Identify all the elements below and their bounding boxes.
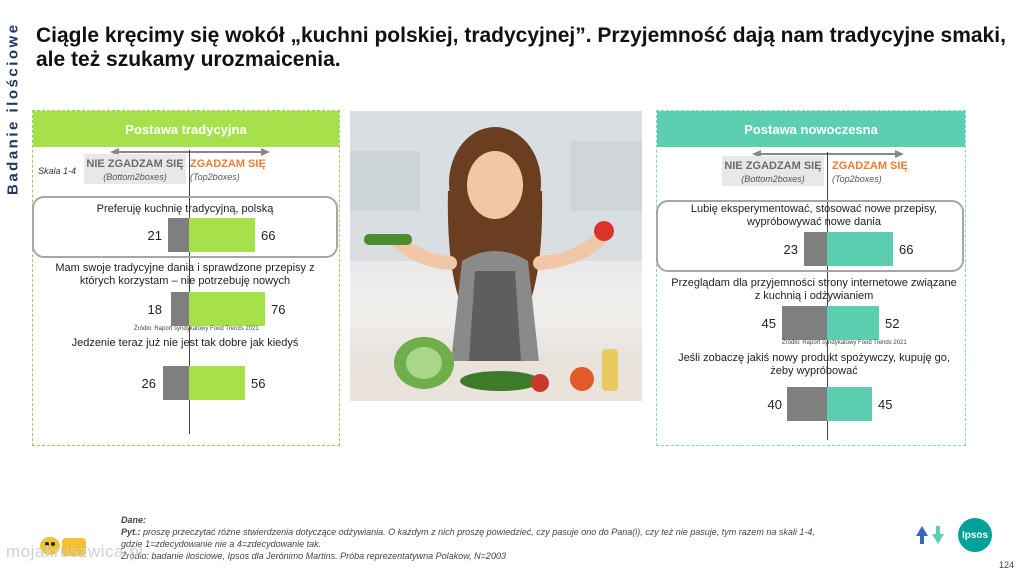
caption-neg xyxy=(84,158,186,184)
bar-neg-right-3 xyxy=(787,387,827,421)
footer-question-label: Pyt.: xyxy=(121,527,141,537)
bar-pos-left-1 xyxy=(189,218,255,252)
scale-note: Skala 1-4 xyxy=(38,166,77,176)
bar-neg-left-1 xyxy=(168,218,189,252)
page-number: 124 xyxy=(998,560,1014,570)
value-neg-right-2: 45 xyxy=(761,316,776,331)
panel-header-traditional: Postawa tradycyjna xyxy=(33,111,339,147)
bar-pos-left-3 xyxy=(189,366,245,400)
caption-pos-sub-right: (Top2boxes) xyxy=(832,174,882,184)
statement-right-1: Lubię eksperymentować, stosować nowe przepisy, wypróbowywać nowe dania xyxy=(690,203,938,228)
bar-neg-right-2 xyxy=(782,306,827,340)
statement-left-1: Preferuję kuchnię tradycyjną, polską xyxy=(96,203,274,215)
footer-data-label: Dane: xyxy=(121,515,147,525)
value-neg-right-1: 23 xyxy=(783,242,798,257)
bar-pos-left-2 xyxy=(189,292,265,326)
footer-question: proszę przeczytać różne stwierdzenia dotyczące odżywiania. O każdym z nich proszę powiedzieć, czy pasuje ono do Pana(i), czy też nie pasuje, tym razem na skali 1-4, xyxy=(143,527,815,537)
caption-neg-label-right: NIE ZGADZAM SIĘ xyxy=(724,160,822,172)
caption-neg-right xyxy=(722,160,824,186)
statement-left-3: Jedzenie teraz już nie jest tak dobre jak kiedyś xyxy=(71,337,299,349)
source-note-left: Źródło: Raport syndykatowy Food Trends 2021 xyxy=(134,326,259,332)
value-pos-left-3: 56 xyxy=(251,376,266,391)
woman-with-vegetables-photo xyxy=(350,111,642,401)
panel-header-modern: Postawa nowoczesna xyxy=(657,111,965,147)
bar-pos-right-1 xyxy=(827,232,893,266)
source-note-right: Źródło: Raport syndykatowy Food Trends 2021 xyxy=(782,340,907,346)
watermark-text: mojakruszwica.pl xyxy=(6,542,144,561)
bar-pos-right-2 xyxy=(827,306,879,340)
up-down-arrows-icon xyxy=(914,524,946,546)
value-neg-right-3: 40 xyxy=(767,397,782,412)
footer-source: Źródło: badanie ilościowe, Ipsos dla Jerónimo Martins. Próba reprezentatywna Polakow, N=2003 xyxy=(121,551,506,561)
caption-neg-label: NIE ZGADZAM SIĘ xyxy=(86,158,184,170)
bar-neg-left-3 xyxy=(163,366,189,400)
value-pos-right-3: 45 xyxy=(878,397,893,412)
side-section-label: Badanie ilościowe xyxy=(4,22,22,196)
statement-left-2: Mam swoje tradycyjne dania i sprawdzone przepisy z których korzystam – nie potrzebuję nowych xyxy=(55,262,315,287)
bar-neg-right-1 xyxy=(804,232,827,266)
footer-notes xyxy=(121,514,881,562)
caption-neg-sub-right: (Bottom2boxes) xyxy=(741,174,805,184)
caption-pos-label: ZGADZAM SIĘ xyxy=(190,158,266,170)
value-pos-left-1: 66 xyxy=(261,228,276,243)
statement-right-3: Jeśli zobaczę jakiś nowy produkt spożywczy, kupuję go, żeby wypróbować xyxy=(678,352,950,377)
caption-neg-sub: (Bottom2boxes) xyxy=(103,172,167,182)
caption-pos xyxy=(190,158,274,184)
slide-title: Ciągle kręcimy się wokół „kuchni polskiej, tradycyjnej”. Przyjemność dają nam tradycyjne smaki, ale też szukamy urozmaicenia. xyxy=(36,24,1006,71)
photo-illustration xyxy=(350,111,642,401)
caption-pos-sub: (Top2boxes) xyxy=(190,172,240,182)
caption-pos-right xyxy=(832,160,916,186)
ipsos-logo: Ipsos xyxy=(958,518,992,552)
statement-right-2: Przeglądam dla przyjemności strony internetowe związane z kuchnią i odżywianiem xyxy=(671,277,957,302)
caption-pos-label-right: ZGADZAM SIĘ xyxy=(832,160,908,172)
value-pos-right-2: 52 xyxy=(885,316,900,331)
footer-scale: gdzie 1=zdecydowanie nie a 4=zdecydowanie tak. xyxy=(121,539,322,549)
value-pos-left-2: 76 xyxy=(271,302,286,317)
value-neg-left-1: 21 xyxy=(147,228,162,243)
value-pos-right-1: 66 xyxy=(899,242,914,257)
bar-pos-right-3 xyxy=(827,387,872,421)
value-neg-left-3: 26 xyxy=(141,376,156,391)
value-neg-left-2: 18 xyxy=(147,302,162,317)
bar-neg-left-2 xyxy=(171,292,189,326)
